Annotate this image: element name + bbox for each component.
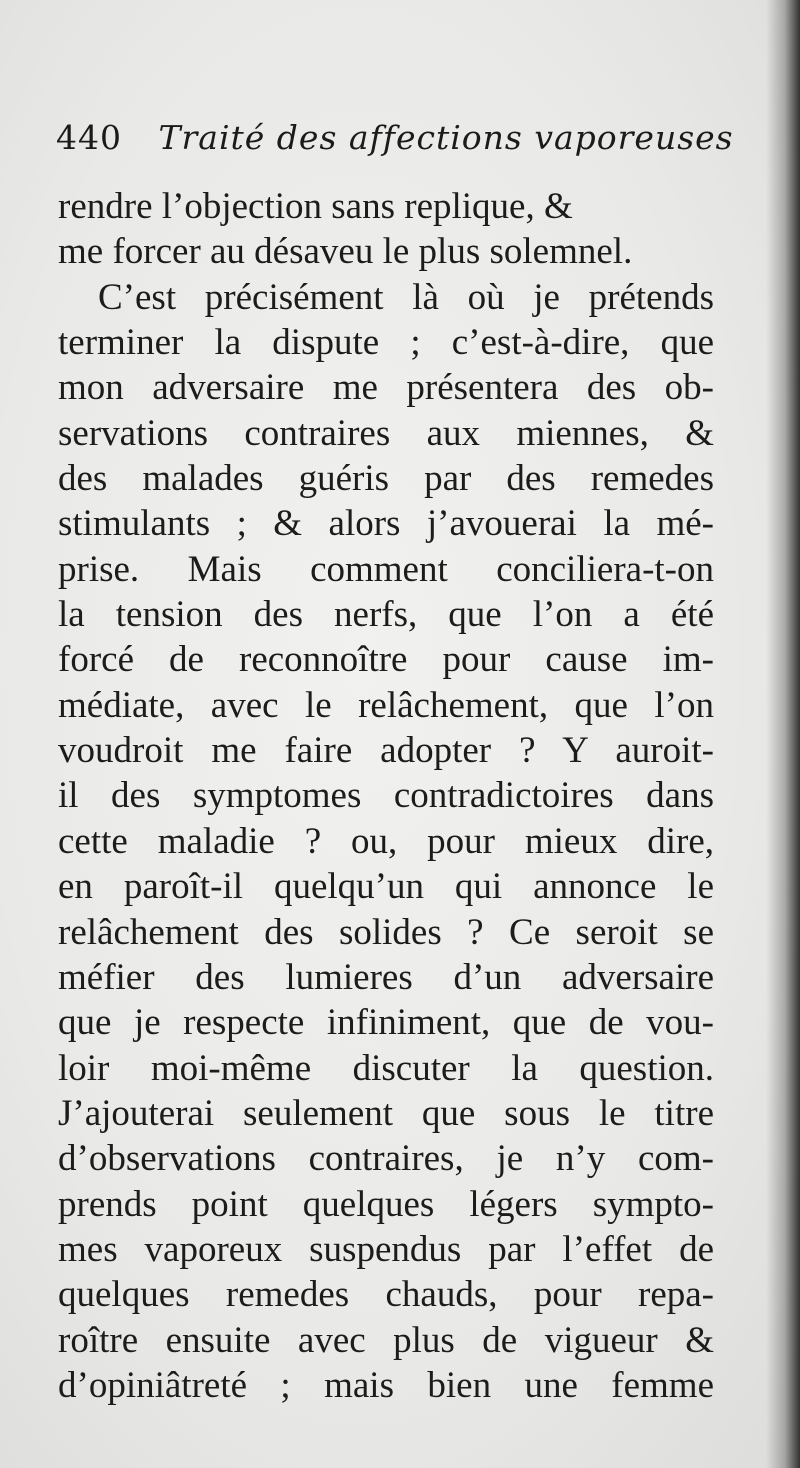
text-line: rendre l’objection sans replique, & [58,186,573,227]
text-line: forcé de reconnoître pour cause im- [58,639,714,681]
text-line: quelques remedes chauds, pour repa- [58,1274,714,1316]
text-line: d’observations contraires, je n’y com- [58,1138,714,1180]
text-line: mon adversaire me présentera des ob- [58,367,714,409]
page-header [56,118,734,168]
text-line: me forcer au désaveu le plus solemnel. [58,231,633,273]
text-line: médiate, avec le relâchement, que l’on [58,684,714,726]
text-line: loir moi-même discuter la question. [58,1047,714,1089]
text-line: roître ensuite avec plus de vigueur & [58,1319,714,1361]
text-line: des malades guéris par des remedes [58,458,714,500]
text-line: voudroit me faire adopter ? Y auroit- [58,730,714,772]
text-line: terminer la dispute ; c’est-à-dire, que [58,322,714,364]
text-line: prends point quelques légers sympto- [58,1183,714,1225]
text-line: stimulants ; & alors j’avouerai la mé- [58,503,714,545]
text-line: J’ajouterai seulement que sous le titre [58,1092,714,1134]
running-title: Traité des affections vaporeuses [158,118,734,157]
text-line: servations contraires aux miennes, & [58,412,714,454]
text-line: mes vaporeux suspendus par l’effet de [58,1228,714,1270]
text-line: que je respecte infiniment, que de vou- [58,1002,714,1044]
text-line: en paroît-il quelqu’un qui annonce le [58,866,714,908]
text-line: il des symptomes contradictoires dans [58,775,714,817]
body-text [58,184,714,1408]
text-line: C’est précisément là où je prétends [98,276,714,318]
text-line: la tension des nerfs, que l’on a été [58,594,714,636]
text-line: prise. Mais comment conciliera-t-on [58,548,714,590]
page-edge-shadow [766,0,800,1468]
text-line: relâchement des solides ? Ce seroit se [58,911,714,953]
page-number: 440 [56,118,122,157]
text-line: cette maladie ? ou, pour mieux dire, [58,820,714,862]
text-line: méfier des lumieres d’un adversaire [58,956,714,998]
text-line: d’opiniâtreté ; mais bien une femme [58,1364,714,1406]
